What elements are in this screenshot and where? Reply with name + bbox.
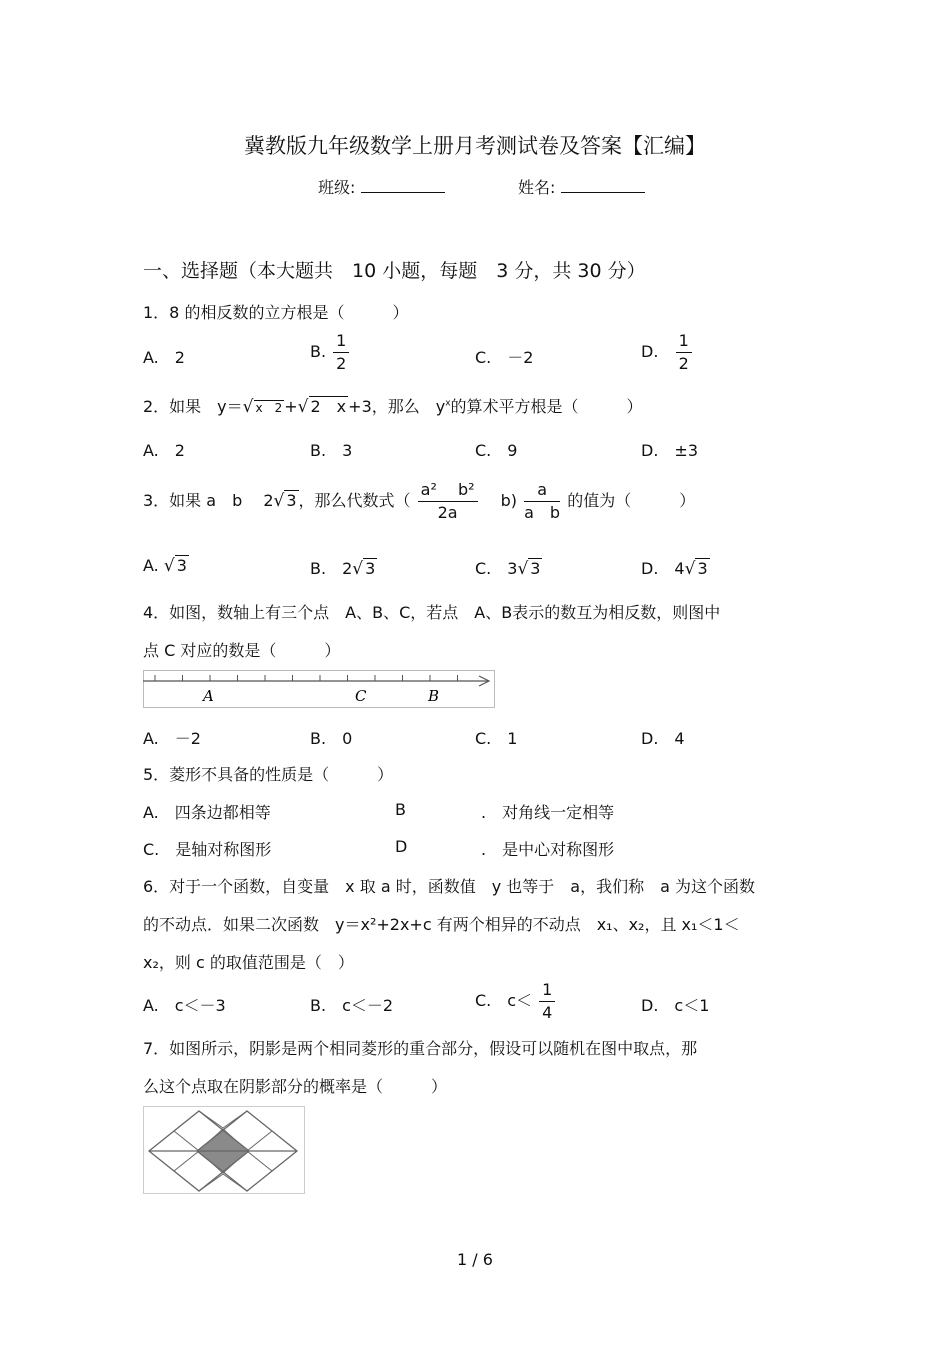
q5-option-b: . 对角线一定相等: [481, 803, 615, 822]
q6-option-d: D. c＜1: [641, 996, 710, 1015]
number-line-figure: [143, 670, 495, 708]
q1-option-b: [310, 333, 351, 372]
q4-option-b: B. 0: [310, 729, 353, 748]
q3-option-c: C. 3√ 3: [475, 559, 541, 579]
q3-stem: 3．如果 a b 2√ 3 ，那么代数式（ $\frac{\text{a² b²}}{2a}$ b) $\frac{a}{\text{a b}}$ 的值为（ ）: [143, 480, 696, 522]
q5-option-c: C. 是轴对称图形: [143, 840, 272, 859]
q2-stem: 2．如果 y＝√ x 2 +√ 2 x +3，那么 $y^x$的算术平方根是（ ）: [143, 397, 643, 417]
inner-line-1: [174, 1131, 199, 1151]
q1-option-d: [641, 333, 694, 372]
q4-option-d: D. 4: [641, 729, 685, 748]
page-title: 冀教版九年级数学上册月考测试卷及答案【汇编】: [244, 134, 706, 158]
rhombus-figure: [143, 1106, 305, 1194]
name-field: [518, 175, 645, 198]
q6-option-a: A. c＜－3: [143, 996, 226, 1015]
q1-option-b-label: B.: [310, 342, 327, 361]
point-label-a: A: [203, 687, 214, 705]
inner-line-2: [174, 1151, 199, 1171]
class-label: 班级:: [318, 178, 356, 197]
q2-option-b: B. 3: [310, 441, 353, 460]
class-blank: [361, 178, 445, 193]
q2-option-c: C. 9: [475, 441, 518, 460]
inner-line-7: [199, 1174, 223, 1191]
q4-line-1: 4．如图，数轴上有三个点 A、B、C，若点 A、B表示的数互为相反数，则图中: [143, 603, 721, 622]
name-label: 姓名:: [518, 178, 556, 197]
q1-option-b-fraction: $\frac{1}{2}$: [333, 333, 349, 372]
inner-line-4: [247, 1151, 272, 1171]
q3-option-a: A. √ 3: [143, 556, 187, 576]
q5-option-b-label: B: [395, 800, 406, 819]
inner-line-8: [223, 1174, 247, 1191]
q3-option-b: B. 2√ 3: [310, 559, 376, 579]
q1-option-a: A. 2: [143, 348, 185, 367]
q6-option-c: C. c＜ $\frac{1}{4}$: [475, 982, 557, 1021]
q5-option-a: A. 四条边都相等: [143, 803, 271, 822]
q1-option-d-fraction: $\frac{1}{2}$: [676, 333, 692, 372]
inner-line-3: [247, 1131, 272, 1151]
q5-stem: 5．菱形不具备的性质是（ ）: [143, 765, 394, 784]
point-label-c: C: [355, 687, 367, 705]
q3-option-d: D. 4√ 3: [641, 559, 708, 579]
q1-option-c: C. －2: [475, 348, 534, 367]
figure-frame: [144, 671, 495, 708]
page-number: 1 / 6: [457, 1250, 493, 1269]
q6-line-2: 的不动点．如果二次函数 y＝x²+2x+c 有两个相异的不动点 x₁、x₂，且 x₁＜1＜: [143, 915, 740, 934]
q2-option-a: A. 2: [143, 441, 185, 460]
q6-option-b: B. c＜－2: [310, 996, 394, 1015]
section-heading: 一、选择题（本大题共 10 小题，每题 3 分，共 30 分）: [143, 260, 646, 282]
q7-line-1: 7．如图所示，阴影是两个相同菱形的重合部分，假设可以随机在图中取点，那: [143, 1039, 698, 1058]
q1-stem: 1．8 的相反数的立方根是（ ）: [143, 303, 409, 322]
inner-line-6: [223, 1111, 247, 1128]
q4-option-a: A. －2: [143, 729, 201, 748]
tick-marks: [155, 675, 458, 681]
point-label-b: B: [428, 687, 440, 705]
q3-fraction-1: $\frac{\text{a² b²}}{2a}$: [418, 482, 478, 521]
q6-line-3: x₂，则 c 的取值范围是（ ）: [143, 953, 354, 972]
class-field: [318, 175, 445, 198]
q5-option-d: . 是中心对称图形: [481, 840, 615, 859]
q3-fraction-2: $\frac{a}{\text{a b}}$: [524, 480, 561, 522]
q6-option-c-fraction: $\frac{1}{4}$: [539, 982, 555, 1021]
q5-option-d-label: D: [395, 837, 408, 856]
name-blank: [561, 178, 645, 193]
q6-line-1: 6．对于一个函数，自变量 x 取 a 时，函数值 y 也等于 a，我们称 a 为这个函数: [143, 877, 755, 896]
q2-option-d: D. ±3: [641, 441, 698, 460]
q4-option-c: C. 1: [475, 729, 518, 748]
q7-line-2: 么这个点取在阴影部分的概率是（ ）: [143, 1077, 448, 1096]
q1-option-d-label: D.: [641, 342, 659, 361]
q4-line-2: 点 C 对应的数是（ ）: [143, 641, 341, 660]
inner-line-5: [199, 1111, 223, 1128]
